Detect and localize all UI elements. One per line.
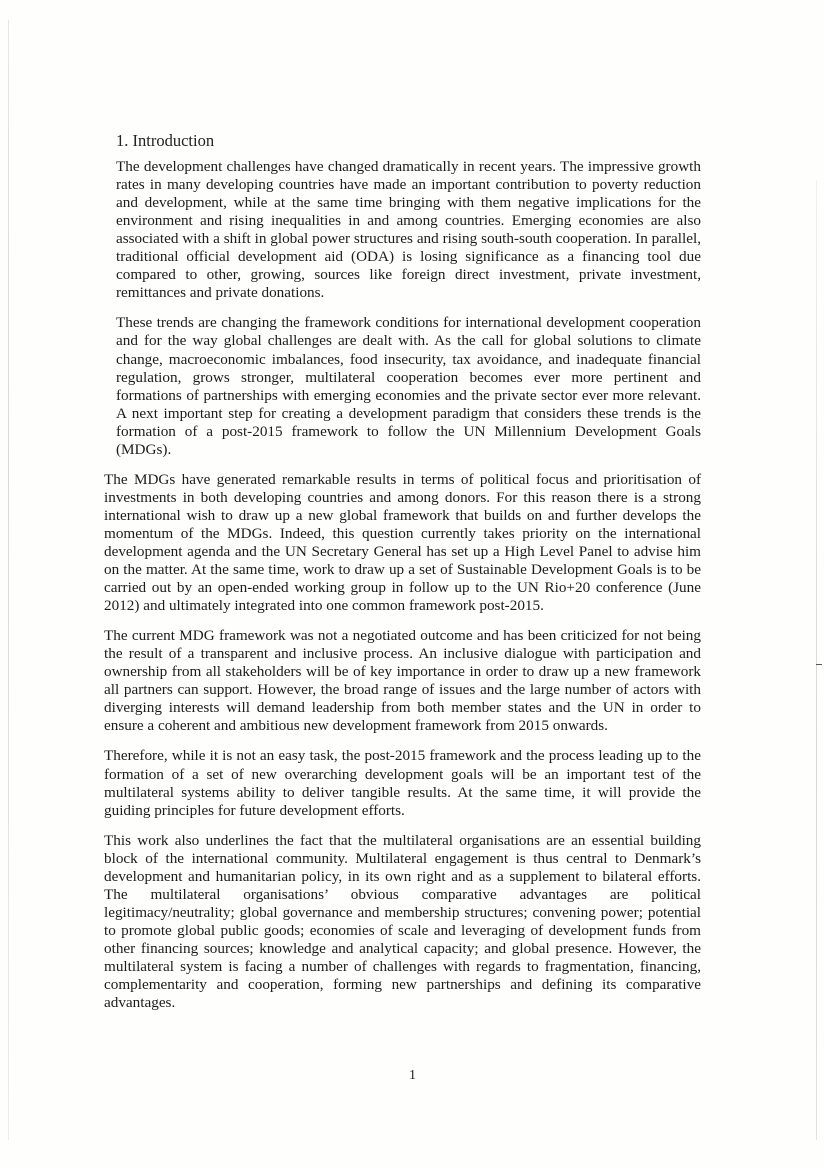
paragraph-4: The current MDG framework was not a negotiated outcome and has been criticized for not being the result of a transparent and inclusive process. An inclusive dialogue with participation and ownership from all stakeholders will be of key importance in order to draw up a new framework all partners can support. However, the broad range of issues and the large number of actors with diverging interests will demand leadership from both member states and the UN in order to ensure a coherent and ambitious new development framework from 2015 onwards. xyxy=(104,627,701,735)
paragraph-3: The MDGs have generated remarkable results in terms of political focus and prioritisation of investments in both developing countries and among donors. For this reason there is a strong international wish to draw up a new global framework that builds on and further develops the momentum of the MDGs. Indeed, this question currently takes priority on the international development agenda and the UN Secretary General has set up a High Level Panel to advise him on the matter. At the same time, work to draw up a set of Sustainable Development Goals is to be carried out by an open-ended working group in follow up to the UN Rio+20 conference (June 2012) and ultimately integrated into one common framework post-2015. xyxy=(104,470,701,615)
paragraph-5: Therefore, while it is not an easy task, the post-2015 framework and the process leading up to the formation of a set of new overarching development goals will be an important test of the multilateral systems ability to deliver tangible results. At the same time, it will provide the guiding principles for future development efforts. xyxy=(104,747,701,819)
scan-edge-left xyxy=(8,20,9,1140)
scan-edge-right xyxy=(816,180,817,1140)
paragraph-6: This work also underlines the fact that the multilateral organisations are an essential building block of the international community. Multilateral engagement is thus central to Denmark’s development and humanitarian policy, in its own right and as a supplement to bilateral efforts. The multilateral organisations’ obvious comparative advantages are political legitimacy/neutrality; global governance and membership structures; convening power; potential to promote global public goods; economies of scale and leveraging of development funds from other financing sources; knowledge and analytical capacity; and global presence. However, the multilateral system is facing a number of challenges with regards to fragmentation, financing, complementarity and cooperation, forming new partnerships and defining its comparative advantages. xyxy=(104,831,701,1012)
scan-edge-mark xyxy=(816,664,822,665)
paragraph-1: The development challenges have changed dramatically in recent years. The impressive growth rates in many developing countries have made an important contribution to poverty reduction and development, while at the same time bringing with them negative implications for the environment and rising inequalities in and among countries. Emerging economies are also associated with a shift in global power structures and rising south-south cooperation. In parallel, traditional official development aid (ODA) is losing significance as a financing tool due compared to other, growing, sources like foreign direct investment, private investment, remittances and private donations. xyxy=(116,158,701,302)
document-body xyxy=(104,132,701,1024)
paragraph-2: These trends are changing the framework conditions for international development cooperation and for the way global challenges are dealt with. As the call for global solutions to climate change, macroeconomic imbalances, food insecurity, tax avoidance, and inadequate financial regulation, grows stronger, multilateral cooperation becomes ever more pertinent and formations of partnerships with emerging economies and the private sector ever more relevant. A next important step for creating a development paradigm that considers these trends is the formation of a post-2015 framework to follow the UN Millennium Development Goals (MDGs). xyxy=(116,314,701,458)
section-heading: 1. Introduction xyxy=(116,131,215,150)
page-number: 1 xyxy=(409,1068,416,1083)
